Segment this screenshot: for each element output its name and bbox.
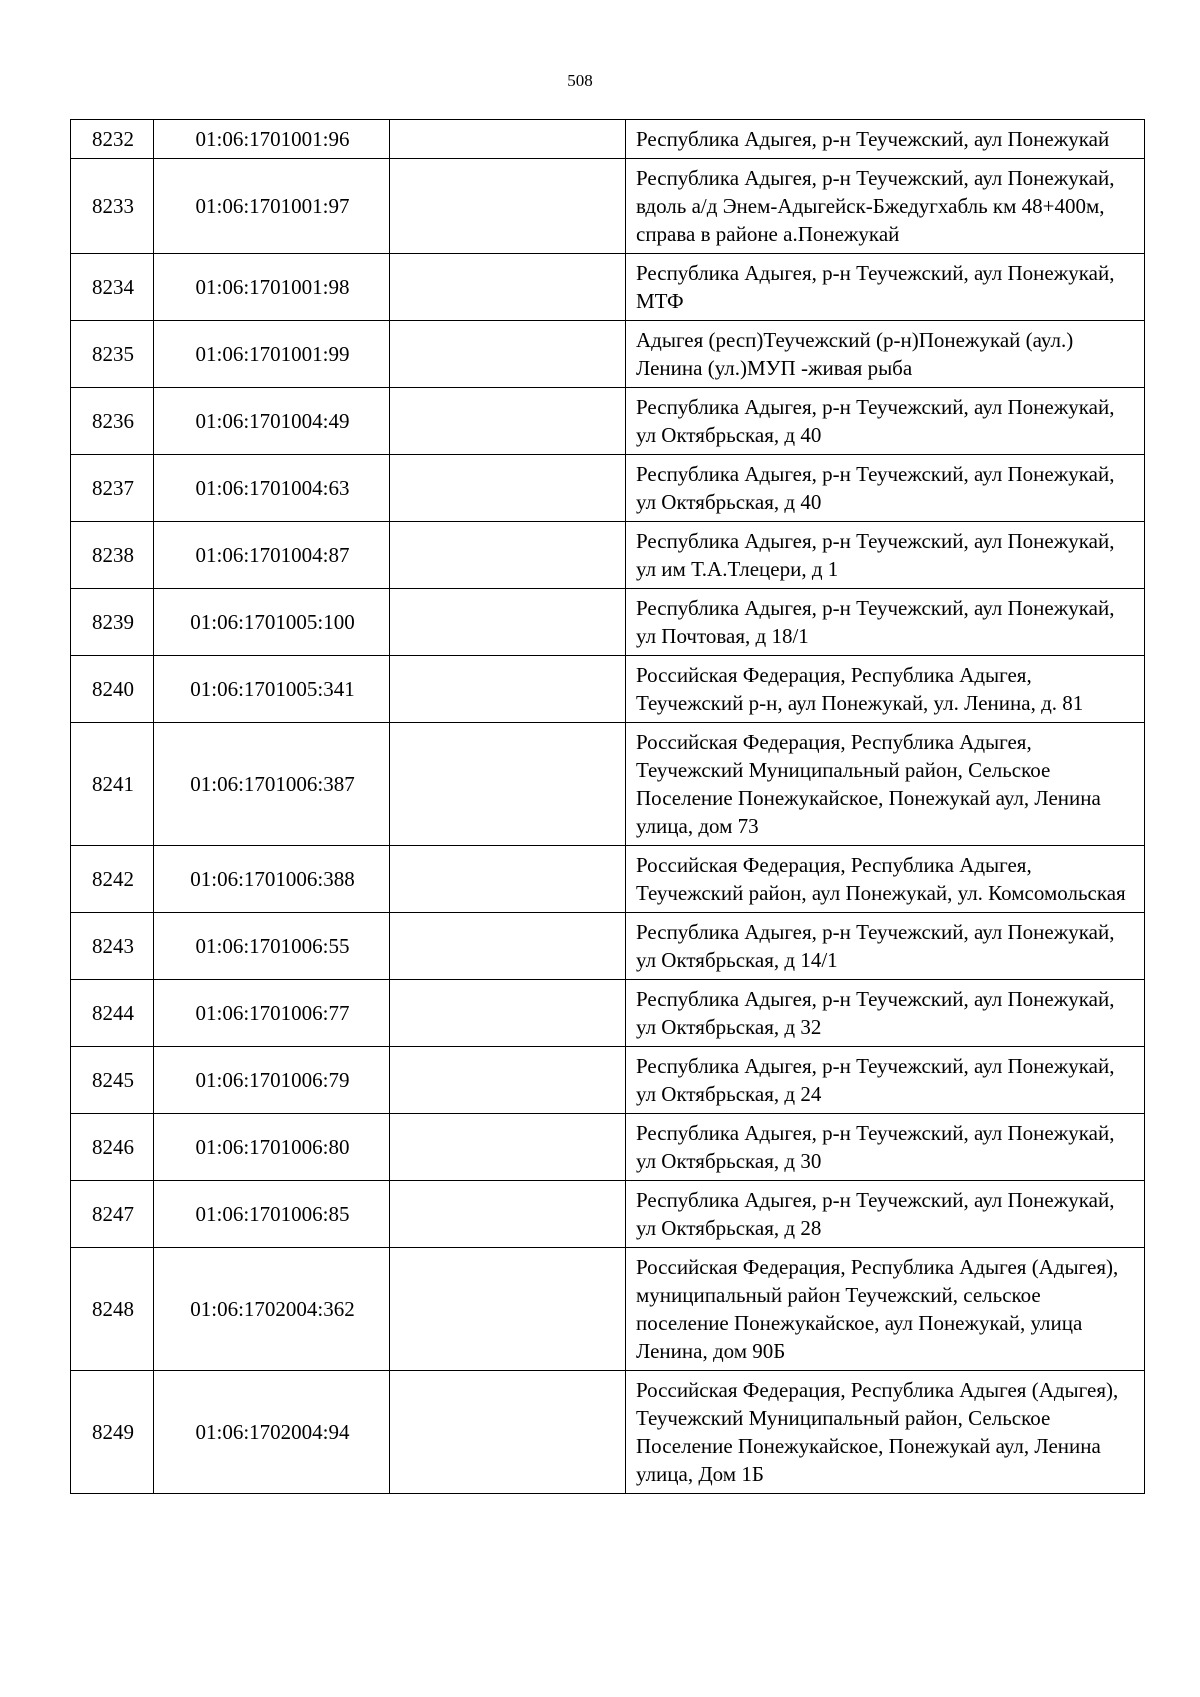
row-number-cell: 8249 [71,1371,154,1494]
address-cell: Республика Адыгея, р-н Теучежский, аул Понежукай, ул Октябрьская, д 14/1 [626,913,1145,980]
table-row [71,321,1145,388]
address-cell: Республика Адыгея, р-н Теучежский, аул Понежукай, ул Октябрьская, д 40 [626,455,1145,522]
row-number-cell: 8241 [71,723,154,846]
table-row [71,159,1145,254]
cadastral-number-cell: 01:06:1701006:80 [154,1114,390,1181]
row-number-cell: 8244 [71,980,154,1047]
cadastral-number-cell: 01:06:1701006:77 [154,980,390,1047]
row-number-cell: 8239 [71,589,154,656]
empty-cell [390,1047,626,1114]
table-row [71,913,1145,980]
empty-cell [390,980,626,1047]
row-number-cell: 8234 [71,254,154,321]
table-row [71,656,1145,723]
table-row [71,522,1145,589]
empty-cell [390,846,626,913]
cadastral-number-cell: 01:06:1701005:100 [154,589,390,656]
empty-cell [390,913,626,980]
table-row [71,455,1145,522]
table-row [71,1371,1145,1494]
address-cell: Республика Адыгея, р-н Теучежский, аул Понежукай, ул Октябрьская, д 40 [626,388,1145,455]
row-number-cell: 8232 [71,120,154,159]
cadastral-number-cell: 01:06:1701001:99 [154,321,390,388]
cadastral-number-cell: 01:06:1702004:94 [154,1371,390,1494]
table-row [71,254,1145,321]
table-row [71,388,1145,455]
empty-cell [390,1114,626,1181]
address-cell: Российская Федерация, Республика Адыгея, Теучежский Муниципальный район, Сельское Поселение Понежукайское, Понежукай аул, Ленина улица, дом 73 [626,723,1145,846]
row-number-cell: 8240 [71,656,154,723]
address-cell: Российская Федерация, Республика Адыгея (Адыгея), Теучежский Муниципальный район, Сельское Поселение Понежукайское, Понежукай аул, Ленина улица, Дом 1Б [626,1371,1145,1494]
address-cell: Республика Адыгея, р-н Теучежский, аул Понежукай, ул Октябрьская, д 28 [626,1181,1145,1248]
address-cell: Республика Адыгея, р-н Теучежский, аул Понежукай [626,120,1145,159]
address-cell: Российская Федерация, Республика Адыгея, Теучежский р-н, аул Понежукай, ул. Ленина, д. 81 [626,656,1145,723]
table-row [71,589,1145,656]
address-cell: Российская Федерация, Республика Адыгея (Адыгея), муниципальный район Теучежский, сельское поселение Понежукайское, аул Понежукай, улица Ленина, дом 90Б [626,1248,1145,1371]
registry-body [71,120,1145,1494]
address-cell: Республика Адыгея, р-н Теучежский, аул Понежукай, ул Октябрьская, д 24 [626,1047,1145,1114]
empty-cell [390,1371,626,1494]
address-cell: Республика Адыгея, р-н Теучежский, аул Понежукай, ул им Т.А.Тлецери, д 1 [626,522,1145,589]
table-row [71,723,1145,846]
table-row [71,120,1145,159]
address-cell: Республика Адыгея, р-н Теучежский, аул Понежукай, ул Почтовая, д 18/1 [626,589,1145,656]
cadastral-number-cell: 01:06:1702004:362 [154,1248,390,1371]
row-number-cell: 8242 [71,846,154,913]
row-number-cell: 8247 [71,1181,154,1248]
address-cell: Адыгея (респ)Теучежский (р-н)Понежукай (аул.) Ленина (ул.)МУП -живая рыба [626,321,1145,388]
row-number-cell: 8243 [71,913,154,980]
address-cell: Республика Адыгея, р-н Теучежский, аул Понежукай, ул Октябрьская, д 32 [626,980,1145,1047]
empty-cell [390,589,626,656]
empty-cell [390,254,626,321]
empty-cell [390,321,626,388]
table-row [71,1047,1145,1114]
row-number-cell: 8248 [71,1248,154,1371]
address-cell: Республика Адыгея, р-н Теучежский, аул Понежукай, МТФ [626,254,1145,321]
cadastral-number-cell: 01:06:1701004:63 [154,455,390,522]
cadastral-number-cell: 01:06:1701006:79 [154,1047,390,1114]
cadastral-number-cell: 01:06:1701006:387 [154,723,390,846]
empty-cell [390,1181,626,1248]
cadastral-number-cell: 01:06:1701004:49 [154,388,390,455]
empty-cell [390,656,626,723]
address-cell: Российская Федерация, Республика Адыгея, Теучежский район, аул Понежукай, ул. Комсомольская [626,846,1145,913]
empty-cell [390,120,626,159]
empty-cell [390,1248,626,1371]
row-number-cell: 8236 [71,388,154,455]
cadastral-number-cell: 01:06:1701006:388 [154,846,390,913]
table-row [71,980,1145,1047]
cadastral-number-cell: 01:06:1701006:85 [154,1181,390,1248]
empty-cell [390,455,626,522]
row-number-cell: 8235 [71,321,154,388]
table-row [71,1114,1145,1181]
empty-cell [390,723,626,846]
row-number-cell: 8238 [71,522,154,589]
page-number: 508 [567,71,593,90]
registry-table [70,119,1145,1494]
empty-cell [390,159,626,254]
empty-cell [390,522,626,589]
empty-cell [390,388,626,455]
cadastral-number-cell: 01:06:1701005:341 [154,656,390,723]
row-number-cell: 8245 [71,1047,154,1114]
cadastral-number-cell: 01:06:1701006:55 [154,913,390,980]
address-cell: Республика Адыгея, р-н Теучежский, аул Понежукай, ул Октябрьская, д 30 [626,1114,1145,1181]
address-cell: Республика Адыгея, р-н Теучежский, аул Понежукай, вдоль а/д Энем-Адыгейск-Бжедугхабль км 48+400м, справа в районе а.Понежукай [626,159,1145,254]
cadastral-number-cell: 01:06:1701001:96 [154,120,390,159]
cadastral-number-cell: 01:06:1701004:87 [154,522,390,589]
table-row [71,1248,1145,1371]
cadastral-number-cell: 01:06:1701001:98 [154,254,390,321]
row-number-cell: 8233 [71,159,154,254]
table-row [71,1181,1145,1248]
row-number-cell: 8237 [71,455,154,522]
row-number-cell: 8246 [71,1114,154,1181]
cadastral-number-cell: 01:06:1701001:97 [154,159,390,254]
table-row [71,846,1145,913]
